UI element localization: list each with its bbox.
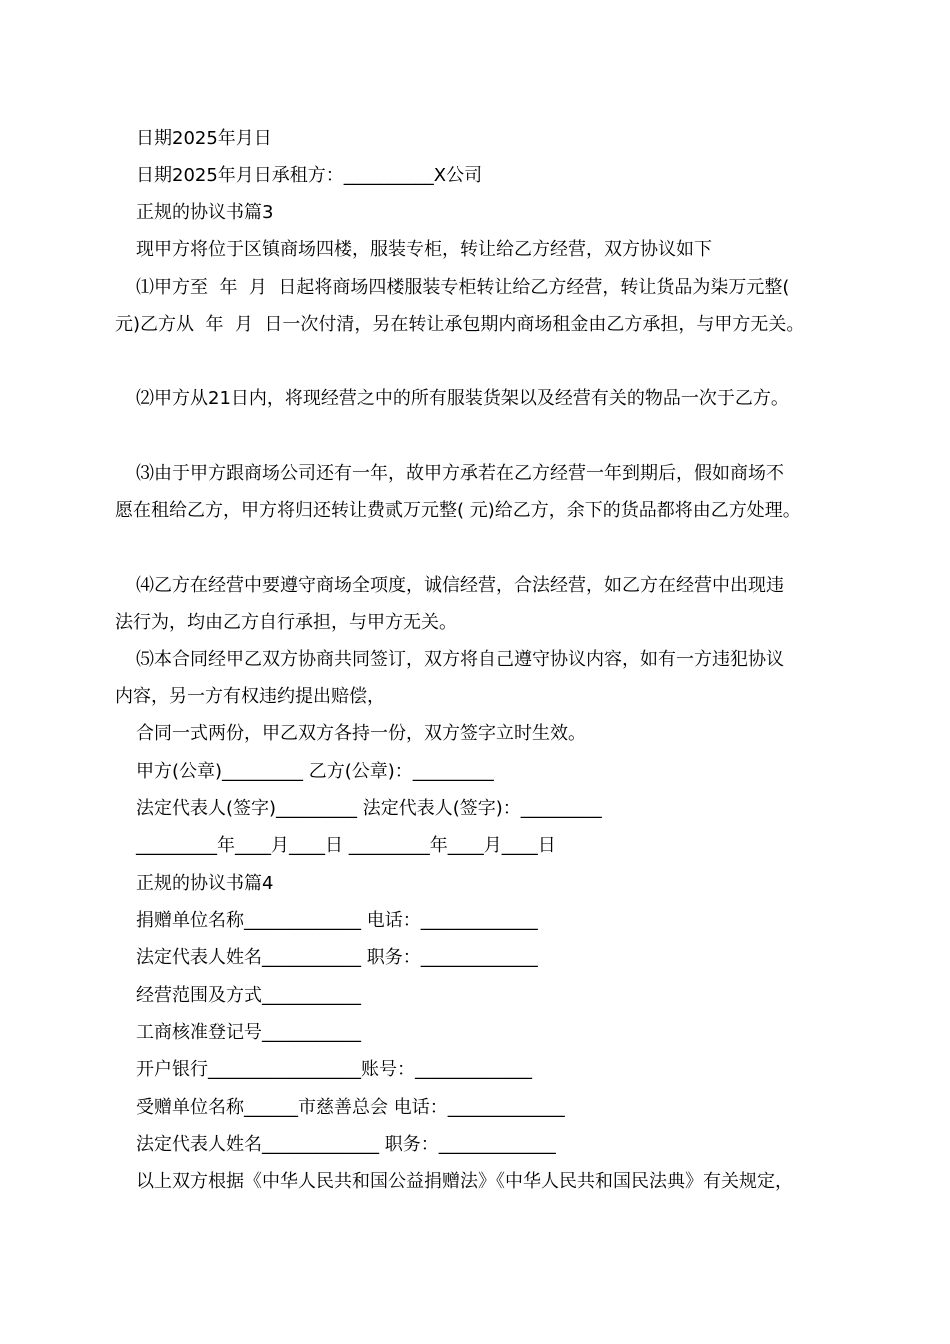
text-line: ⑸本合同经甲乙双方协商共同签订，双方将自己遵守协议内容，如有一方违犯协议 <box>136 649 784 670</box>
section-heading: 正规的协议书篇3 <box>136 202 274 223</box>
date-line: _________年____月____日 _________年____月____日 <box>136 835 556 856</box>
text-line: 日期2025年月日承租方：__________X公司 <box>136 165 483 186</box>
form-line: 经营范围及方式___________ <box>136 985 361 1006</box>
signature-line: 甲方(公章)_________ 乙方(公章)：_________ <box>136 761 494 782</box>
text-line: 现甲方将位于区镇商场四楼，服装专柜，转让给乙方经营，双方协议如下 <box>136 239 712 260</box>
form-line: 受赠单位名称______市慈善总会 电话：_____________ <box>136 1097 565 1118</box>
form-line: 法定代表人姓名___________ 职务：_____________ <box>136 947 538 968</box>
text-line: 内容，另一方有权违约提出赔偿， <box>115 686 385 707</box>
text-line: ⑴甲方至 年 月 日起将商场四楼服装专柜转让给乙方经营，转让货品为柒万元整( <box>136 277 790 298</box>
text-line: 愿在租给乙方，甲方将归还转让费贰万元整( 元)给乙方，余下的货品都将由乙方处理。 <box>115 500 801 521</box>
form-line: 法定代表人姓名_____________ 职务：_____________ <box>136 1134 556 1155</box>
text-line: 以上双方根据《中华人民共和国公益捐赠法》《中华人民共和国民法典》有关规定， <box>136 1171 793 1192</box>
form-line: 工商核准登记号___________ <box>136 1022 361 1043</box>
signature-line: 法定代表人(签字)_________ 法定代表人(签字)：_________ <box>136 798 602 819</box>
text-line: ⑵甲方从21日内，将现经营之中的所有服装货架以及经营有关的物品一次于乙方。 <box>136 388 789 409</box>
form-line: 开户银行_________________账号：_____________ <box>136 1059 532 1080</box>
text-line: 合同一式两份，甲乙双方各持一份，双方签字立时生效。 <box>136 723 586 744</box>
form-line: 捐赠单位名称_____________ 电话：_____________ <box>136 910 538 931</box>
text-line: 法行为，均由乙方自行承担，与甲方无关。 <box>115 612 457 633</box>
text-line: ⑶由于甲方跟商场公司还有一年，故甲方承若在乙方经营一年到期后，假如商场不 <box>136 463 784 484</box>
text-line: 日期2025年月日 <box>136 128 272 149</box>
section-heading: 正规的协议书篇4 <box>136 873 274 894</box>
text-line: ⑷乙方在经营中要遵守商场全项度，诚信经营，合法经营，如乙方在经营中出现违 <box>136 575 784 596</box>
text-line: 元)乙方从 年 月 日一次付清，另在转让承包期内商场租金由乙方承担，与甲方无关。 <box>115 314 805 335</box>
